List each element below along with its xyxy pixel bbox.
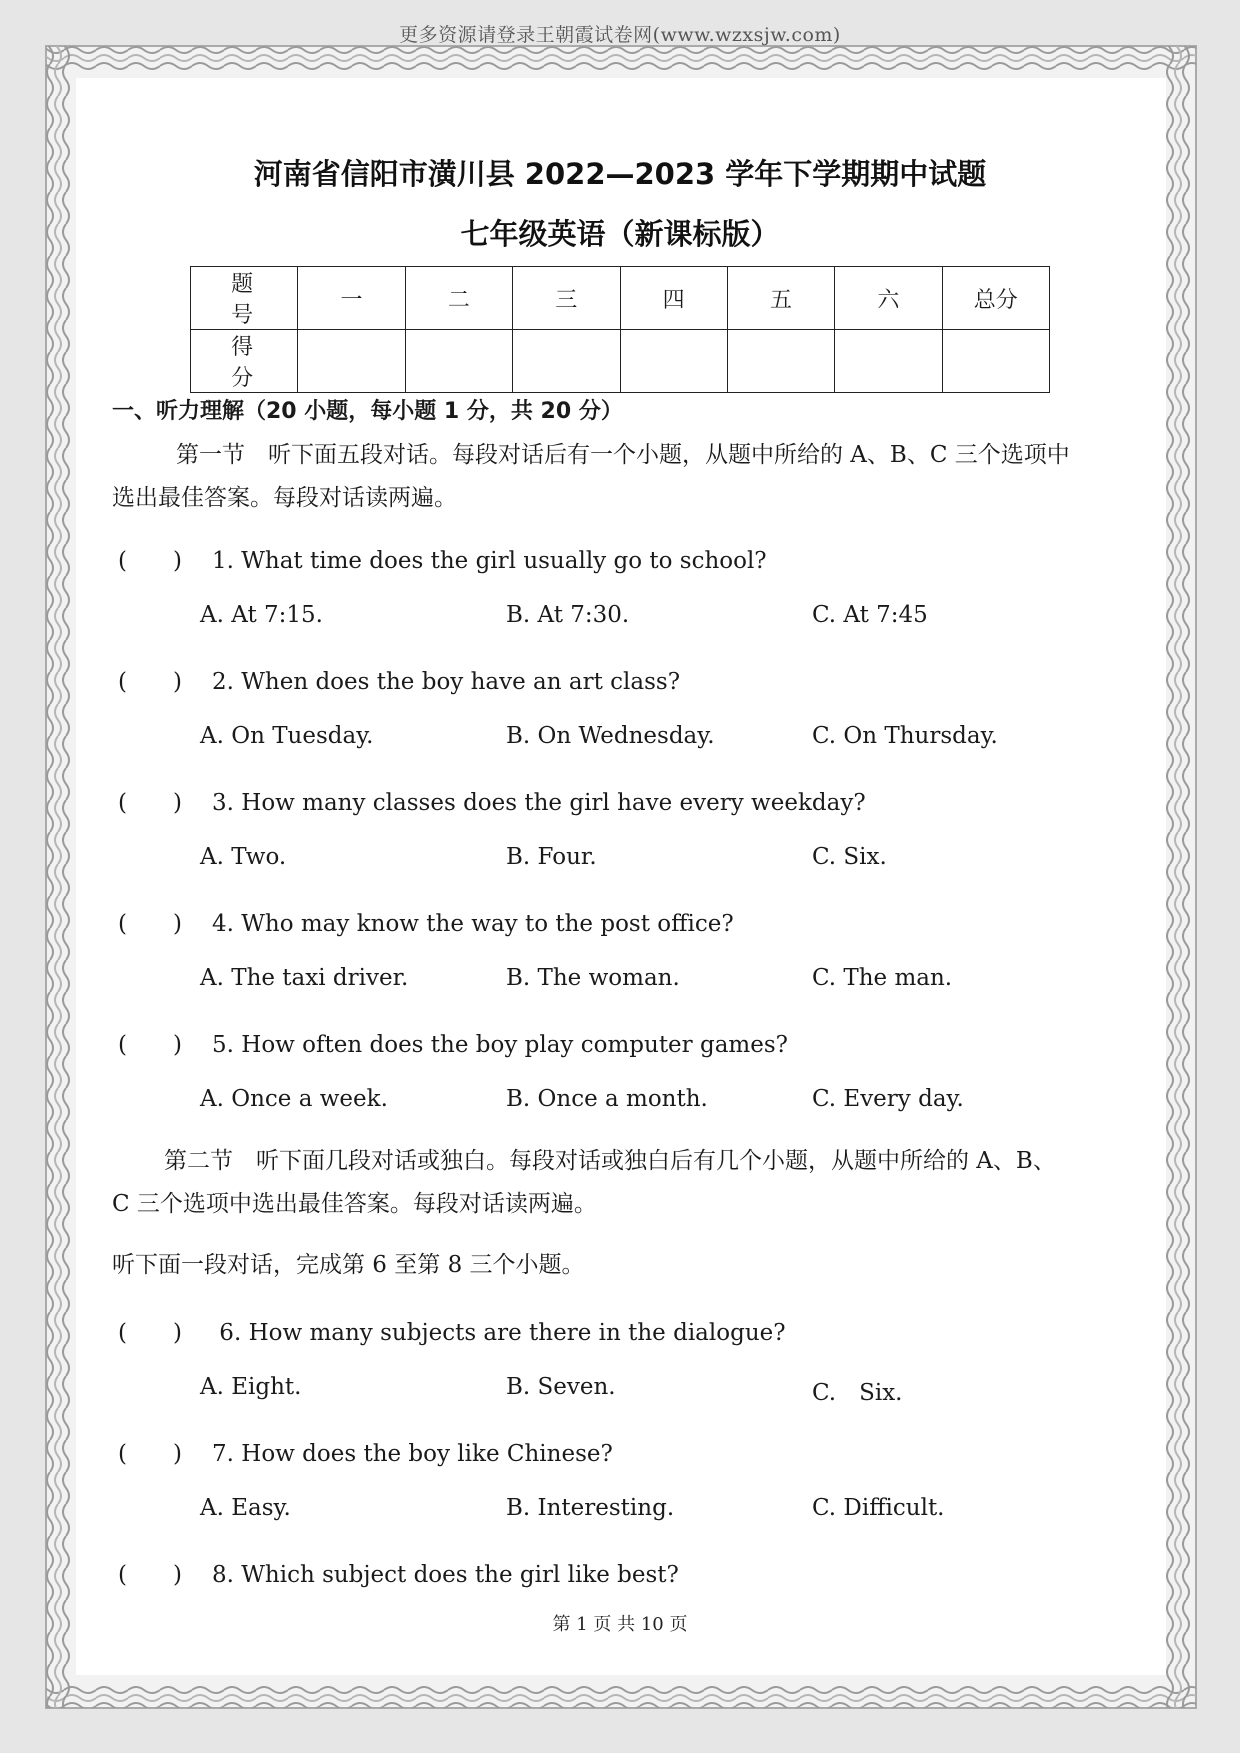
question-4 [118,905,734,938]
question-7 [118,1435,613,1468]
part1-intro-line2: 选出最佳答案。每段对话读两遍。 [112,485,457,511]
q2-option-c: C. On Thursday. [812,723,998,749]
q1-option-c: C. At 7:45 [812,602,928,628]
score-cell-1: 一 [298,267,405,330]
q5-option-a: A. Once a week. [200,1086,388,1112]
q4-option-a: A. The taxi driver. [200,965,409,991]
score-cell-3: 三 [513,267,620,330]
score-cell-2: 二 [405,267,512,330]
q3-option-a: A. Two. [200,844,287,870]
question-8 [118,1556,679,1589]
answer-blank[interactable]: ( ) [118,1032,182,1058]
question-1 [118,542,767,575]
score-cell-4: 四 [620,267,727,330]
q2-option-b: B. On Wednesday. [506,723,715,749]
question-2 [118,663,680,696]
part2-instructions [112,1140,1132,1226]
score-input-4[interactable] [620,330,727,393]
page-number: 第 1 页 共 10 页 [552,1614,688,1635]
score-table [190,266,1050,393]
section-heading: 一、听力理解（20 小题，每小题 1 分，共 20 分） [112,399,623,424]
dialogue-note: 听下面一段对话，完成第 6 至第 8 三个小题。 [112,1252,585,1278]
score-row-label: 得 分 [191,330,298,393]
score-table-score-row [191,330,1050,393]
source-note: 更多资源请登录王朝霞试卷网(www.wzxsjw.com) [399,24,841,46]
score-cell-total: 总分 [942,267,1049,330]
q4-option-b: B. The woman. [506,965,680,991]
question-text: 7. How does the boy like Chinese? [212,1441,613,1467]
q5-option-c: C. Every day. [812,1086,964,1112]
answer-blank[interactable]: ( ) [118,1320,182,1346]
q6-option-a: A. Eight. [200,1374,302,1400]
score-input-2[interactable] [405,330,512,393]
score-cell-6: 六 [835,267,942,330]
question-3 [118,784,866,817]
q7-option-a: A. Easy. [200,1495,291,1521]
question-text: 1. What time does the girl usually go to school? [212,548,767,574]
answer-blank[interactable]: ( ) [118,790,182,816]
part2-intro-line1: 第二节 听下面几段对话或独白。每段对话或独白后有几个小题，从题中所给的 A、B、 [164,1148,1056,1174]
question-text: 8. Which subject does the girl like best? [212,1562,679,1588]
score-input-3[interactable] [513,330,620,393]
question-5 [118,1026,788,1059]
answer-blank[interactable]: ( ) [118,1441,182,1467]
exam-subtitle: 七年级英语（新课标版） [460,217,780,251]
question-text: 5. How often does the boy play computer games? [212,1032,788,1058]
score-input-5[interactable] [727,330,834,393]
part1-intro-line1: 第一节 听下面五段对话。每段对话后有一个小题，从题中所给的 A、B、C 三个选项中 [176,442,1070,468]
q4-option-c: C. The man. [812,965,953,991]
part1-instructions [112,434,1132,520]
q3-option-c: C. Six. [812,844,887,870]
q6-option-b: B. Seven. [506,1374,616,1400]
answer-blank[interactable]: ( ) [118,1562,182,1588]
q2-option-a: A. On Tuesday. [200,723,374,749]
question-text: 3. How many classes does the girl have every weekday? [212,790,866,816]
q7-option-c: C. Difficult. [812,1495,945,1521]
score-input-1[interactable] [298,330,405,393]
score-input-total[interactable] [942,330,1049,393]
exam-title: 河南省信阳市潢川县 2022—2023 学年下学期期中试题 [253,157,987,191]
answer-blank[interactable]: ( ) [118,911,182,937]
q7-option-b: B. Interesting. [506,1495,675,1521]
question-text: 6. How many subjects are there in the dialogue? [212,1320,786,1346]
question-text: 4. Who may know the way to the post office? [212,911,734,937]
answer-blank[interactable]: ( ) [118,669,182,695]
score-cell-5: 五 [727,267,834,330]
q5-option-b: B. Once a month. [506,1086,708,1112]
answer-blank[interactable]: ( ) [118,548,182,574]
q1-option-b: B. At 7:30. [506,602,630,628]
q3-option-b: B. Four. [506,844,597,870]
q6-option-c: C. Six. [812,1380,903,1406]
question-text: 2. When does the boy have an art class? [212,669,681,695]
q1-option-a: A. At 7:15. [200,602,323,628]
score-cell-label: 题 号 [191,267,298,330]
score-table-header-row [191,267,1050,330]
part2-intro-line2: C 三个选项中选出最佳答案。每段对话读两遍。 [112,1191,597,1217]
question-6 [118,1314,786,1347]
score-input-6[interactable] [835,330,942,393]
